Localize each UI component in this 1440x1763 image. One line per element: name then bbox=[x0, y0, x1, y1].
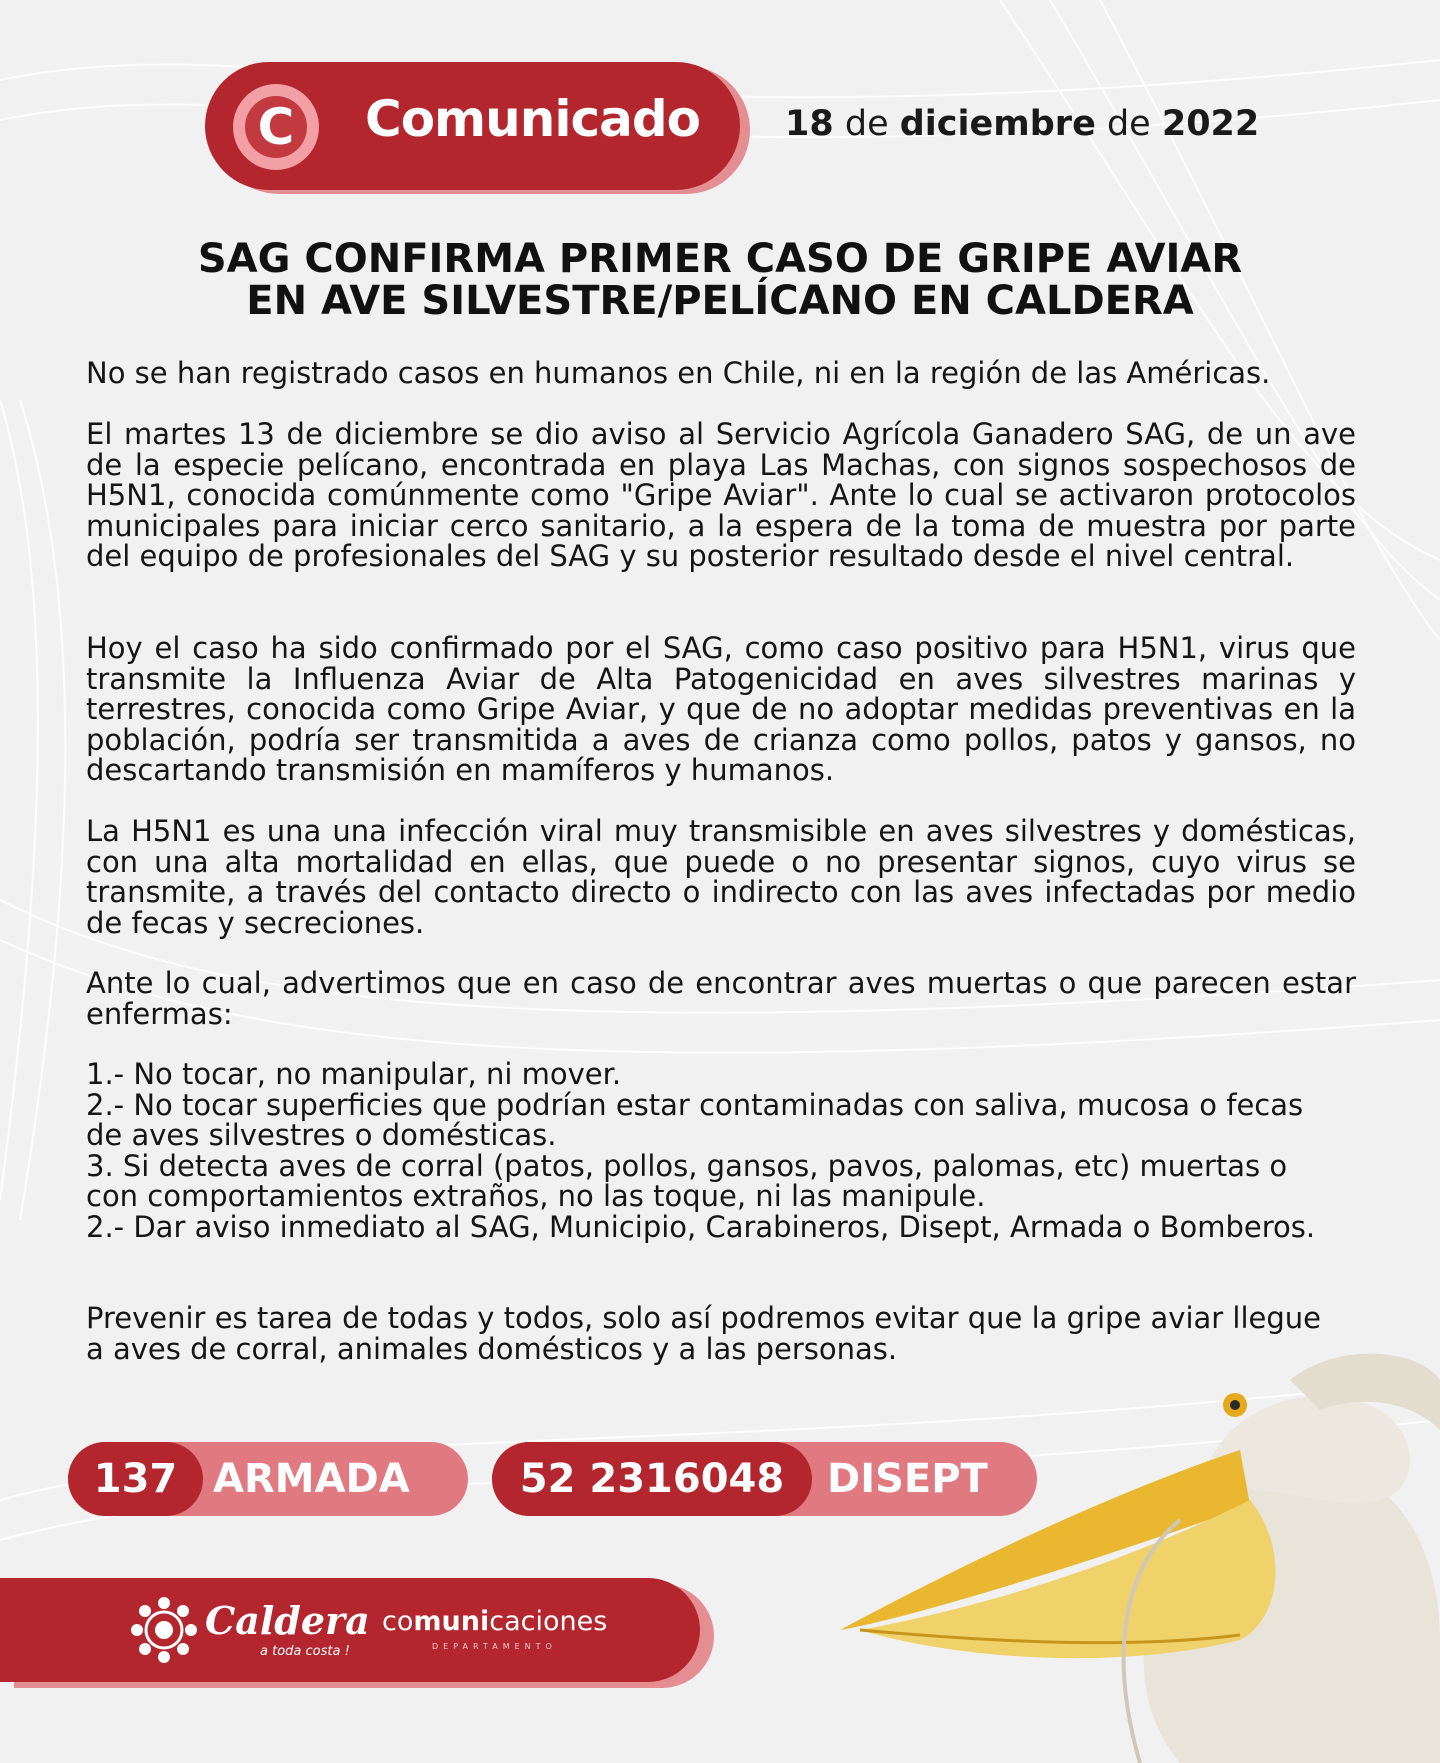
publication-date bbox=[785, 104, 1259, 144]
paragraph-4: La H5N1 es una una infección viral muy transmisible en aves silvestres y domésticas, con una alta mortalidad en ellas, que puede o no presentar signos, cuyo virus se transmite, a través del contacto directo o indirecto con las aves infectadas por medio de fecas y secreciones. bbox=[86, 814, 1356, 940]
paragraph-2: El martes 13 de diciembre se dio aviso al Servicio Agrícola Ganadero SAG, de un ave de la especie pelícano, encontrada en playa Las Machas, con signos sospechosos de H5N1, conocida comúnmente como "Gripe Aviar". Ante lo cual se activaron protocolos municipales para iniciar cerco sanitario, a la espera de la toma de muestra por parte del equipo de profesionales del SAG y su posterior resultado desde el nivel central. bbox=[86, 417, 1356, 573]
contact-number: 137 bbox=[68, 1442, 203, 1516]
footer-bar bbox=[0, 1578, 700, 1682]
paragraph-3: Hoy el caso ha sido confirmado por el SAG, como caso positivo para H5N1, virus que transmite la Influenza Aviar de Alta Patogenicidad en aves silvestres marinas y terrestres, conocida como Gripe Aviar, y que de no adoptar medidas preventivas en la población, podría ser transmitida a aves de crianza como pollos, patos y gansos, no descartando transmisión en mamíferos y humanos. bbox=[86, 631, 1356, 787]
comunicaciones-subtitle: DEPARTAMENTO bbox=[432, 1642, 557, 1651]
paragraph-5: Ante lo cual, advertimos que en caso de encontrar aves muertas o que parecen estar enfermas: bbox=[86, 966, 1356, 1031]
contact-armada bbox=[68, 1442, 468, 1516]
list-item: 2.- Dar aviso inmediato al SAG, Municipio, Carabineros, Disept, Armada o Bomberos. bbox=[86, 1209, 1316, 1244]
logo-letter: C bbox=[245, 96, 307, 158]
list-item: 1.- No tocar, no manipular, ni mover. bbox=[86, 1057, 622, 1091]
date-sep: de bbox=[1106, 104, 1151, 144]
list-item: 2.- No tocar superficies que podrían estar contaminadas con saliva, mucosa o fecas de aves silvestres o domésticas. bbox=[86, 1087, 1304, 1152]
closing-paragraph: Prevenir es tarea de todas y todos, solo así podremos evitar que la gripe aviar llegue a aves de corral, animales domésticos y a las personas. bbox=[86, 1301, 1322, 1366]
contact-number: 52 2316048 bbox=[492, 1442, 812, 1516]
com-suffix: caciones bbox=[489, 1606, 608, 1637]
comunicaciones-wordmark bbox=[382, 1606, 607, 1637]
pelican-illustration bbox=[820, 1340, 1440, 1763]
comunicado-banner bbox=[205, 62, 740, 190]
comunicado-logo bbox=[233, 84, 319, 170]
com-prefix: co bbox=[382, 1606, 414, 1637]
headline-line-1: SAG CONFIRMA PRIMER CASO DE GRIPE AVIAR bbox=[197, 236, 1243, 282]
com-mid: muni bbox=[413, 1606, 490, 1637]
headline bbox=[120, 238, 1320, 322]
recommendations-list bbox=[86, 1059, 1326, 1242]
headline-line-2: EN AVE SILVESTRE/PELÍCANO EN CALDERA bbox=[246, 278, 1194, 324]
caldera-tagline: a toda costa ! bbox=[260, 1644, 350, 1659]
list-item: 3. Si detecta aves de corral (patos, pollos, gansos, pavos, palomas, etc) muertas o con comportamientos extraños, no las toque, ni las manipule. bbox=[86, 1148, 1288, 1213]
date-sep: de bbox=[844, 104, 889, 144]
contact-label: DISEPT bbox=[827, 1456, 988, 1502]
contact-label: ARMADA bbox=[213, 1456, 410, 1502]
date-day: 18 bbox=[785, 104, 834, 144]
banner-title: Comunicado bbox=[365, 90, 700, 148]
date-month: diciembre bbox=[899, 104, 1096, 144]
caldera-sun-icon bbox=[128, 1594, 200, 1666]
paragraph-1: No se han registrado casos en humanos en Chile, ni en la región de las Américas. bbox=[86, 356, 1271, 390]
date-year: 2022 bbox=[1161, 104, 1260, 144]
caldera-wordmark: Caldera bbox=[205, 1598, 370, 1643]
